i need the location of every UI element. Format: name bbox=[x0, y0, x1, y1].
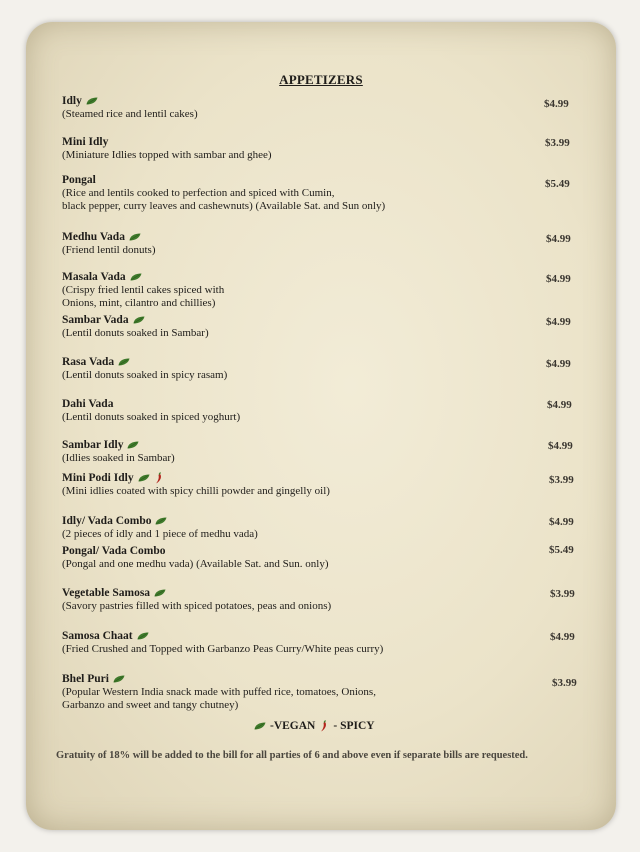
item-price: $4.99 bbox=[548, 440, 573, 452]
legend-spicy-label: - SPICY bbox=[333, 720, 375, 732]
menu-item bbox=[62, 135, 562, 162]
item-description: (Steamed rice and lentil cakes) bbox=[62, 108, 198, 120]
item-name-text: Bhel Puri bbox=[62, 673, 109, 685]
item-description: (Fried Crushed and Topped with Garbanzo Peas Curry/White peas curry) bbox=[62, 643, 384, 655]
item-name bbox=[62, 313, 562, 327]
item-name-text: Vegetable Samosa bbox=[62, 587, 151, 599]
menu-item bbox=[62, 471, 562, 498]
item-description: (Savory pastries filled with spiced potatoes, peas and onions) bbox=[62, 600, 332, 612]
menu-item bbox=[62, 173, 562, 213]
item-name bbox=[62, 135, 562, 149]
item-price: $4.99 bbox=[546, 233, 571, 245]
legend-vegan-label: -VEGAN bbox=[270, 720, 316, 732]
item-name-text: Pongal/ Vada Combo bbox=[62, 545, 166, 557]
item-price: $4.99 bbox=[544, 98, 569, 110]
legend bbox=[254, 720, 375, 732]
leaf-icon bbox=[130, 273, 142, 281]
leaf-icon bbox=[113, 675, 125, 683]
item-name-text: Dahi Vada bbox=[62, 398, 114, 410]
item-description: (Rice and lentils cooked to perfection and spiced with Cumin, bbox=[62, 187, 335, 199]
item-name bbox=[62, 173, 562, 187]
menu-item bbox=[62, 514, 562, 541]
item-description: (Mini idlies coated with spicy chilli powder and gingelly oil) bbox=[62, 485, 330, 497]
menu-card bbox=[26, 22, 616, 830]
leaf-icon bbox=[118, 358, 130, 366]
item-price: $3.99 bbox=[545, 137, 570, 149]
item-price: $5.49 bbox=[545, 178, 570, 190]
item-price: $3.99 bbox=[550, 588, 575, 600]
item-name bbox=[62, 230, 562, 244]
item-description: Onions, mint, cilantro and chillies) bbox=[62, 297, 216, 309]
item-price: $3.99 bbox=[549, 474, 574, 486]
item-name bbox=[62, 355, 562, 369]
item-name-text: Idly bbox=[62, 95, 82, 107]
item-name bbox=[62, 270, 562, 284]
leaf-icon bbox=[133, 316, 145, 324]
item-name bbox=[62, 629, 562, 643]
menu-item bbox=[62, 270, 562, 310]
item-description: (Popular Western India snack made with puffed rice, tomatoes, Onions, bbox=[62, 686, 376, 698]
item-name-text: Mini Podi Idly bbox=[62, 472, 134, 484]
menu-item bbox=[62, 586, 562, 613]
item-name bbox=[62, 438, 562, 452]
item-name bbox=[62, 586, 562, 600]
item-price: $3.99 bbox=[552, 677, 577, 689]
menu-item bbox=[62, 313, 562, 340]
section-heading: APPETIZERS bbox=[279, 72, 363, 87]
leaf-icon bbox=[155, 517, 167, 525]
item-name-text: Masala Vada bbox=[62, 271, 126, 283]
menu-item bbox=[62, 672, 562, 712]
item-price: $4.99 bbox=[546, 273, 571, 285]
leaf-icon bbox=[154, 589, 166, 597]
menu-item bbox=[62, 355, 562, 382]
leaf-icon bbox=[127, 441, 139, 449]
item-name-text: Sambar Vada bbox=[62, 314, 129, 326]
item-description: (Lentil donuts soaked in spiced yoghurt) bbox=[62, 411, 241, 423]
item-name-text: Samosa Chaat bbox=[62, 630, 133, 642]
item-name-text: Idly/ Vada Combo bbox=[62, 515, 152, 527]
item-price: $4.99 bbox=[549, 516, 574, 528]
item-price: $4.99 bbox=[546, 316, 571, 328]
item-name-text: Sambar Idly bbox=[62, 439, 124, 451]
menu-item bbox=[62, 397, 562, 424]
item-description: (Pongal and one medhu vada) (Available Sat. and Sun. only) bbox=[62, 558, 329, 570]
item-description: (Miniature Idlies topped with sambar and ghee) bbox=[62, 149, 272, 161]
leaf-icon bbox=[254, 722, 266, 730]
leaf-icon bbox=[129, 233, 141, 241]
item-name bbox=[62, 471, 562, 485]
item-name bbox=[62, 672, 562, 686]
leaf-icon bbox=[138, 474, 150, 482]
item-description: (Lentil donuts soaked in Sambar) bbox=[62, 327, 209, 339]
item-description: (Lentil donuts soaked in spicy rasam) bbox=[62, 369, 228, 381]
menu-item bbox=[62, 230, 562, 257]
gratuity-note: Gratuity of 18% will be added to the bill for all parties of 6 and above even if separate bills are requested. bbox=[56, 750, 528, 761]
chili-icon bbox=[319, 720, 329, 732]
item-name bbox=[62, 94, 562, 108]
menu-item bbox=[62, 94, 562, 121]
item-price: $4.99 bbox=[550, 631, 575, 643]
leaf-icon bbox=[137, 632, 149, 640]
item-name-text: Medhu Vada bbox=[62, 231, 125, 243]
leaf-icon bbox=[86, 97, 98, 105]
item-price: $5.49 bbox=[549, 544, 574, 556]
item-name-text: Mini Idly bbox=[62, 136, 109, 148]
item-name-text: Pongal bbox=[62, 174, 96, 186]
item-description: black pepper, curry leaves and cashewnuts) (Available Sat. and Sun only) bbox=[62, 200, 386, 212]
item-price: $4.99 bbox=[546, 358, 571, 370]
item-name bbox=[62, 514, 562, 528]
chili-icon bbox=[154, 472, 164, 484]
item-name bbox=[62, 544, 562, 558]
item-description: (Friend lentil donuts) bbox=[62, 244, 156, 256]
menu-item bbox=[62, 629, 562, 656]
item-description: Garbanzo and sweet and tangy chutney) bbox=[62, 699, 239, 711]
item-description: (Crispy fried lentil cakes spiced with bbox=[62, 284, 225, 296]
item-description: (2 pieces of idly and 1 piece of medhu vada) bbox=[62, 528, 258, 540]
item-price: $4.99 bbox=[547, 399, 572, 411]
item-name bbox=[62, 397, 562, 411]
menu-item bbox=[62, 438, 562, 465]
item-description: (Idlies soaked in Sambar) bbox=[62, 452, 175, 464]
menu-item bbox=[62, 544, 562, 571]
item-name-text: Rasa Vada bbox=[62, 356, 115, 368]
